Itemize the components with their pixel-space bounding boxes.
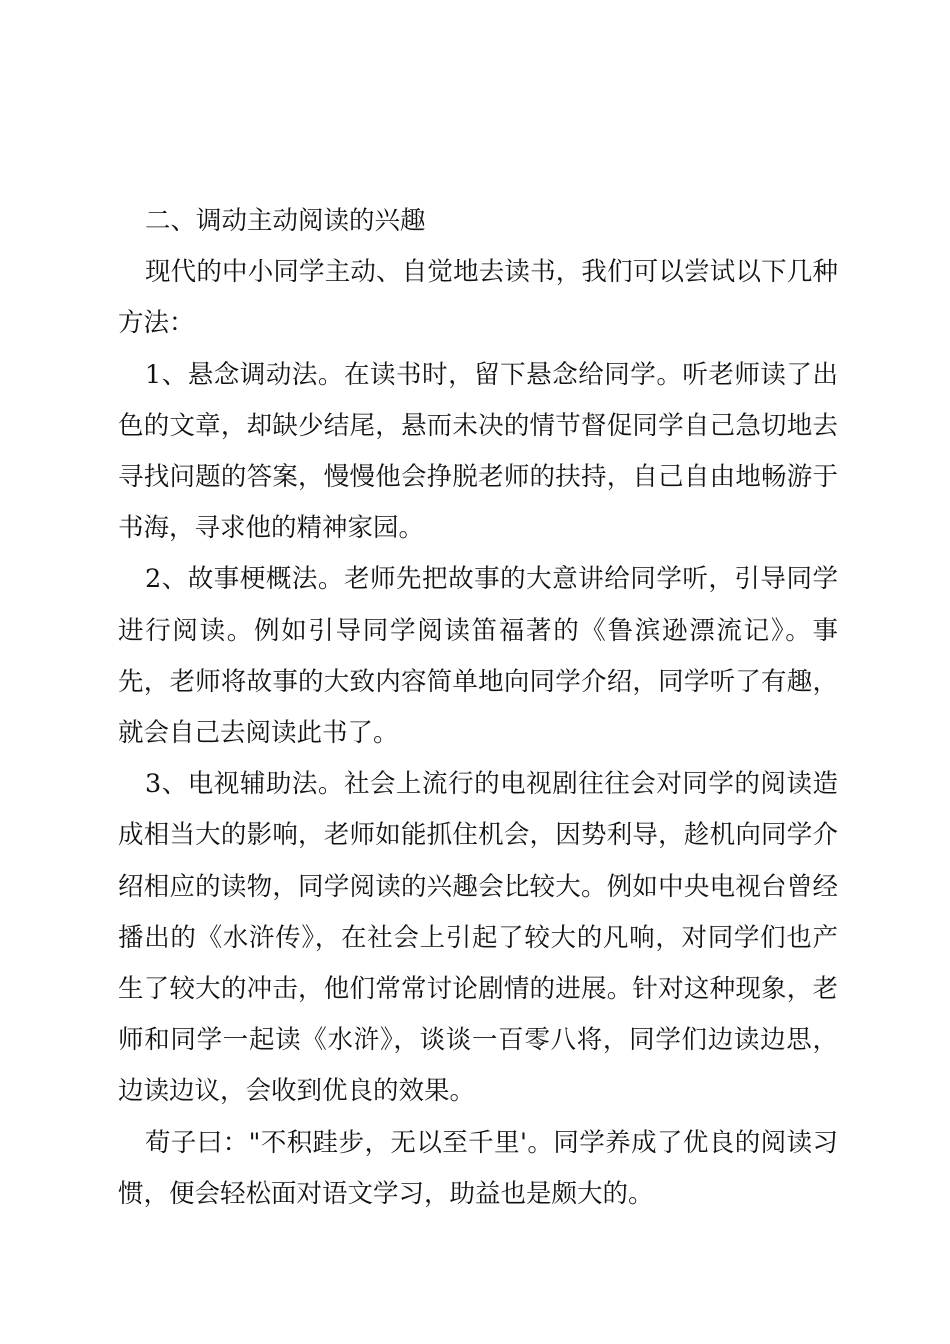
document-body bbox=[118, 196, 838, 1220]
intro-paragraph: 现代的中小同学主动、自觉地去读书，我们可以尝试以下几种方法： bbox=[118, 257, 838, 339]
closing-paragraph: 荀子曰："不积跬步，无以至千里'。同学养成了优良的阅读习惯，便会轻松面对语文学习，助益也是颇大的。 bbox=[118, 1127, 838, 1209]
method-1-paragraph: 1、悬念调动法。在读书时，留下悬念给同学。听老师读了出色的文章，却缺少结尾，悬而未决的情节督促同学自己急切地去寻找问题的答案，慢慢他会挣脱老师的扶持，自己自由地畅游于书海，寻求他的精神家园。 bbox=[118, 359, 838, 544]
method-2-paragraph: 2、故事梗概法。老师先把故事的大意讲给同学听，引导同学进行阅读。例如引导同学阅读笛福著的《鲁滨逊漂流记》。事先，老师将故事的大致内容简单地向同学介绍，同学听了有趣，就会自己去阅读此书了。 bbox=[118, 564, 838, 749]
method-3-paragraph: 3、电视辅助法。社会上流行的电视剧往往会对同学的阅读造成相当大的影响，老师如能抓住机会，因势利导，趁机向同学介绍相应的读物，同学阅读的兴趣会比较大。例如中央电视台曾经播出的《水浒传》，在社会上引起了较大的凡响，对同学们也产生了较大的冲击，他们常常讨论剧情的进展。针对这种现象，老师和同学一起读《水浒》，谈谈一百零八将，同学们边读边思，边读边议，会收到优良的效果。 bbox=[118, 769, 838, 1107]
section-heading: 二、调动主动阅读的兴趣 bbox=[145, 206, 426, 236]
